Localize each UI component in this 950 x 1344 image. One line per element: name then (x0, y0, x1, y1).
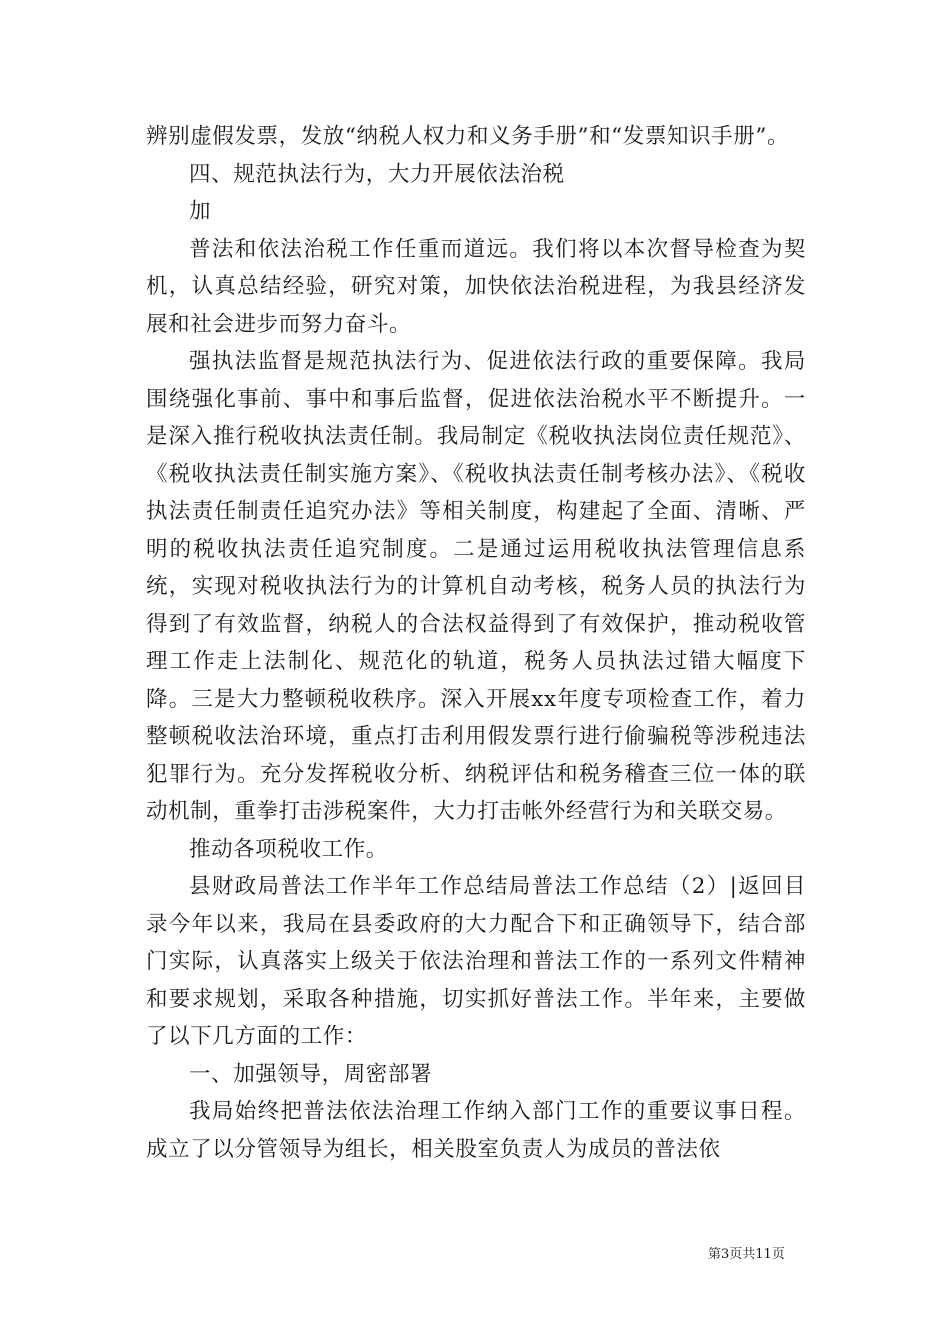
paragraph-9: 我局始终把普法依法治理工作纳入部门工作的重要议事日程。成立了以分管领导为组长，相关股室负责人为成员的普法依 (146, 1099, 806, 1162)
paragraph-4: 普法和依法治税工作任重而道远。我们将以本次督导检查为契机，认真总结经验，研究对策，加快依法治税进程，为我县经济发展和社会进步而努力奋斗。 (146, 236, 806, 337)
paragraph-1: 辨别虚假发票，发放“纳税人权力和义务手册”和“发票知识手册”。 (146, 124, 790, 149)
paragraph-5: 强执法监督是规范执法行为、促进依法行政的重要保障。我局围绕强化事前、事中和事后监督，促进依法治税水平不断提升。一是深入推行税收执法责任制。我局制定《税收执法岗位责任规范》、《税收执法责任制实施方案》、《税收执法责任制考核办法》、《税收执法责任制责任追究办法》等相关制度，构建起了全面、清晰、严明的税收执法责任追究制度。二是通过运用税收执法管理信息系统，实现对税收执法行为的计算机自动考核，税务人员的执法行为得到了有效监督，纳税人的合法权益得到了有效保护，推动税收管理工作走上法制化、规范化的轨道，税务人员执法过错大幅度下降。三是大力整顿税收秩序。深入开展xx年度专项检查工作，着力整顿税收法治环境，重点打击利用假发票行进行偷骗税等涉税违法犯罪行为。充分发挥税收分析、纳税评估和税务稽查三位一体的联动机制，重拳打击涉税案件，大力打击帐外经营行为和关联交易。 (146, 349, 806, 824)
paragraph-fragment: 加 (189, 199, 212, 224)
page-number: 第3页共11页 (708, 1247, 785, 1262)
section-heading-4: 四、规范执法行为，大力开展依法治税 (189, 161, 565, 187)
paragraph-7: 县财政局普法工作半年工作总结局普法工作总结（2）|返回目录今年以来，我局在县委政府的大力配合下和正确领导下，结合部门实际，认真落实上级关于依法治理和普法工作的一系列文件精神和要求规划，采取各种措施，切实抓好普法工作。半年来，主要做了以下几方面的工作： (146, 874, 806, 1049)
section-heading-1: 一、加强领导，周密部署 (189, 1061, 433, 1087)
document-body (146, 118, 806, 1168)
paragraph-6: 推动各项税收工作。 (189, 836, 388, 862)
